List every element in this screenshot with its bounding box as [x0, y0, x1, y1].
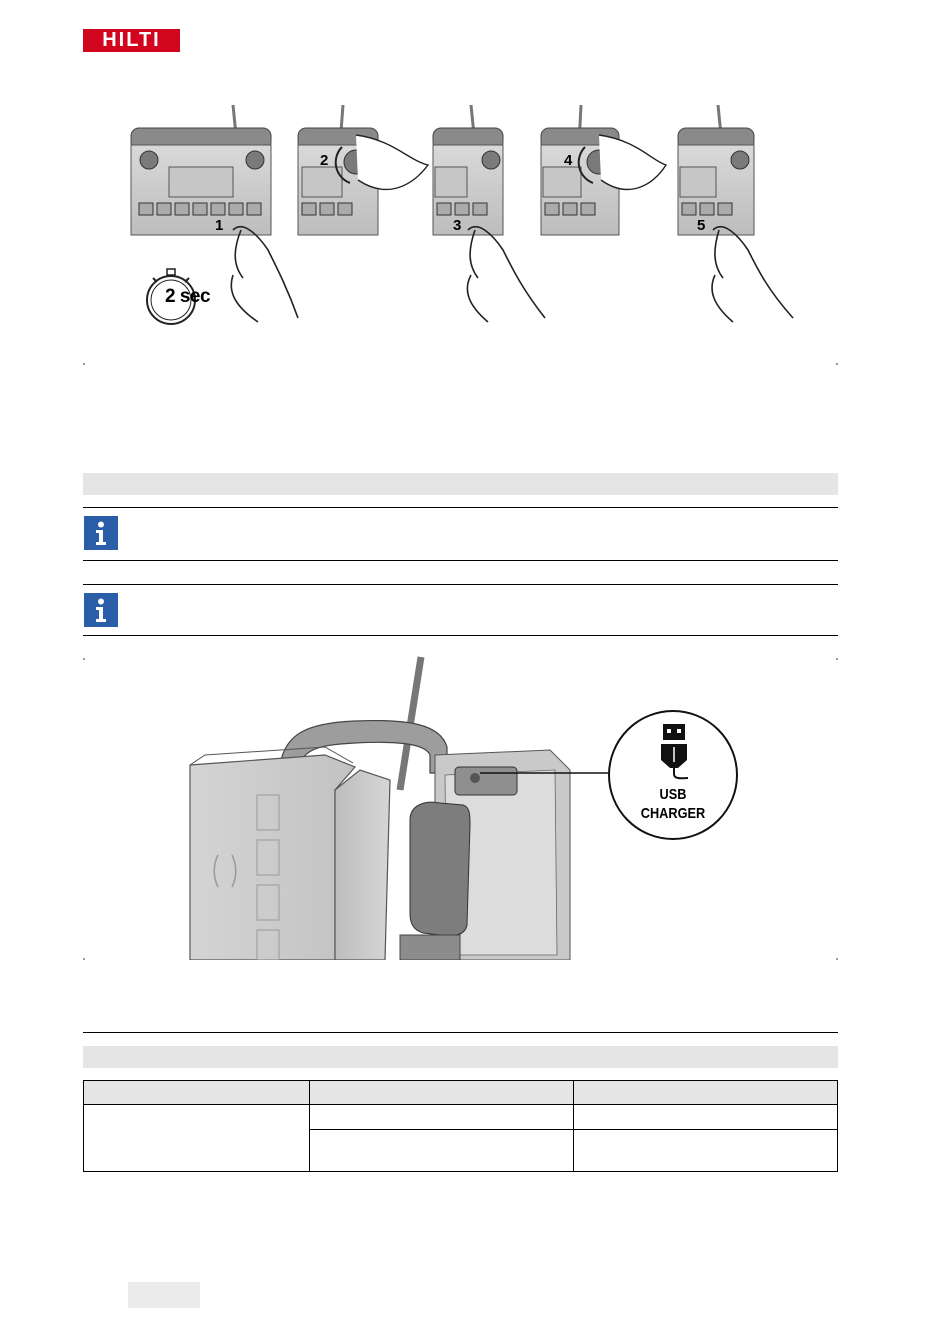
- logo-text: HILTI: [102, 29, 161, 51]
- hand-1: [231, 227, 298, 322]
- hilti-logo: [83, 29, 180, 52]
- table-cell: [83, 1104, 310, 1172]
- note-top-rule: [83, 584, 838, 585]
- page-number-tab: [128, 1282, 200, 1308]
- radio-panel-2: [298, 105, 428, 235]
- frame-dot: [83, 363, 85, 365]
- section-rule: [83, 1032, 838, 1033]
- usb-icon: [654, 722, 694, 784]
- usb-charger-callout: [608, 710, 738, 840]
- table-cell: [573, 1129, 838, 1172]
- info-icon: [84, 516, 118, 550]
- radio-panel-1: [131, 105, 271, 235]
- hand-5: [712, 227, 793, 322]
- note-bottom-rule: [83, 635, 838, 636]
- frame-dot: [836, 958, 838, 960]
- table-cell: [309, 1129, 574, 1172]
- note-top-rule: [83, 507, 838, 508]
- radio-panel-5: [678, 105, 754, 235]
- table-header-cell: [83, 1080, 310, 1105]
- step-label-1: 1: [215, 217, 224, 234]
- radio-panel-3: [433, 105, 503, 235]
- data-table: [83, 1080, 838, 1172]
- table-cell: [309, 1104, 574, 1130]
- frame-dot: [83, 958, 85, 960]
- note-bottom-rule: [83, 560, 838, 561]
- section-heading-bar: [83, 473, 838, 495]
- section-heading-bar: [83, 1046, 838, 1068]
- frame-dot: [83, 658, 85, 660]
- info-icon: [84, 593, 118, 627]
- usb-callout-line2: CHARGER: [640, 805, 706, 822]
- figure-procedure: [83, 100, 838, 340]
- step-label-3: 3: [453, 217, 462, 234]
- usb-callout-line1: USB: [659, 786, 687, 803]
- radio-panel-4: [541, 105, 666, 235]
- frame-dot: [836, 658, 838, 660]
- step-label-5: 5: [697, 217, 706, 234]
- step-label-2: 2: [320, 152, 329, 169]
- step-label-4: 4: [564, 152, 573, 169]
- table-header-cell: [309, 1080, 574, 1105]
- timer-label: 2 sec: [165, 286, 211, 307]
- frame-dot: [836, 363, 838, 365]
- hand-3: [467, 227, 545, 322]
- table-header-cell: [573, 1080, 838, 1105]
- table-cell: [573, 1104, 838, 1130]
